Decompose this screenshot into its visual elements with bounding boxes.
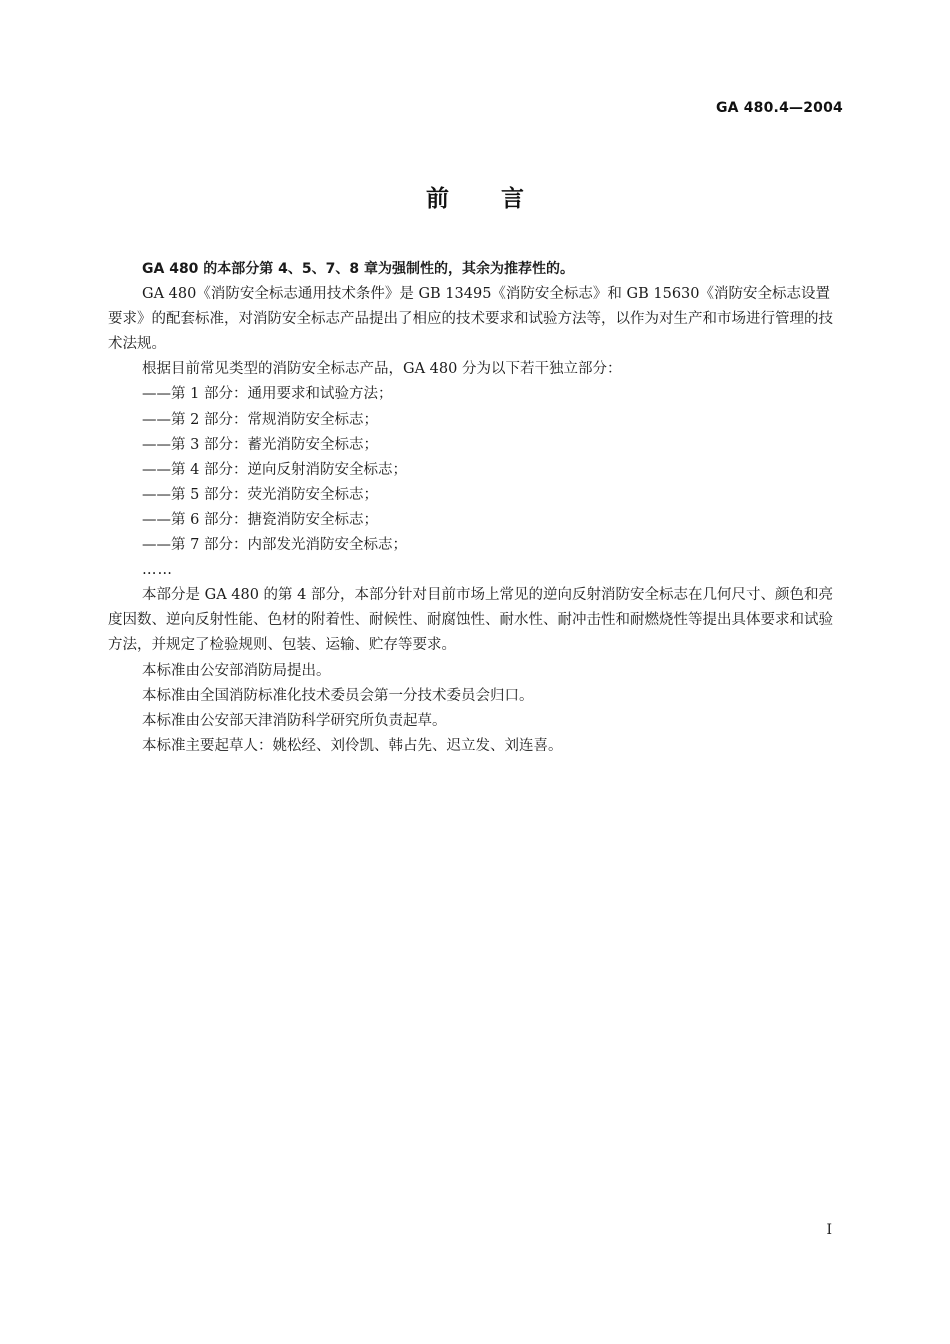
list-item: ——第 1 部分：通用要求和试验方法； — [142, 386, 393, 403]
managed-by-paragraph: 本标准由全国消防标准化技术委员会第一分技术委员会归口。 — [142, 687, 534, 704]
parts-list — [108, 382, 843, 558]
drafters-paragraph: 本标准主要起草人：姚松经、刘伶凯、韩占先、迟立发、刘连喜。 — [142, 737, 563, 754]
list-ellipsis: …… — [142, 562, 173, 579]
proposed-by-paragraph: 本标准由公安部消防局提出。 — [142, 662, 331, 679]
intro-paragraph: GA 480《消防安全标志通用技术条件》是 GB 13495《消防安全标志》和 GB 15630《消防安全标志设置要求》的配套标准，对消防安全标志产品提出了相应的技术要求和试验方法等，以作为对生产和市场进行管理的技术法规。 — [108, 286, 833, 353]
list-item: ——第 6 部分：搪瓷消防安全标志； — [142, 511, 378, 528]
foreword-body — [108, 257, 843, 759]
page-number: I — [826, 1222, 832, 1238]
list-item: ——第 2 部分：常规消防安全标志； — [142, 411, 378, 428]
list-item: ——第 4 部分：逆向反射消防安全标志； — [142, 461, 407, 478]
standard-code: GA 480.4—2004 — [715, 100, 843, 116]
page-title: 前言 — [426, 186, 576, 212]
mandatory-statement: GA 480 的本部分第 4、5、7、8 章为强制性的，其余为推荐性的。 — [142, 261, 575, 277]
list-item: ——第 7 部分：内部发光消防安全标志； — [142, 537, 407, 554]
list-item: ——第 3 部分：蓄光消防安全标志； — [142, 436, 378, 453]
parts-intro-paragraph: 根据目前常见类型的消防安全标志产品，GA 480 分为以下若干独立部分： — [142, 361, 622, 378]
list-item: ——第 5 部分：荧光消防安全标志； — [142, 486, 378, 503]
drafted-by-paragraph: 本标准由公安部天津消防科学研究所负责起草。 — [142, 712, 447, 729]
scope-paragraph: 本部分是 GA 480 的第 4 部分，本部分针对目前市场上常见的逆向反射消防安全标志在几何尺寸、颜色和亮度因数、逆向反射性能、色材的附着性、耐候性、耐腐蚀性、耐水性、耐冲击性和耐燃烧性等提出具体要求和试验方法，并规定了检验规则、包装、运输、贮存等要求。 — [108, 587, 833, 654]
